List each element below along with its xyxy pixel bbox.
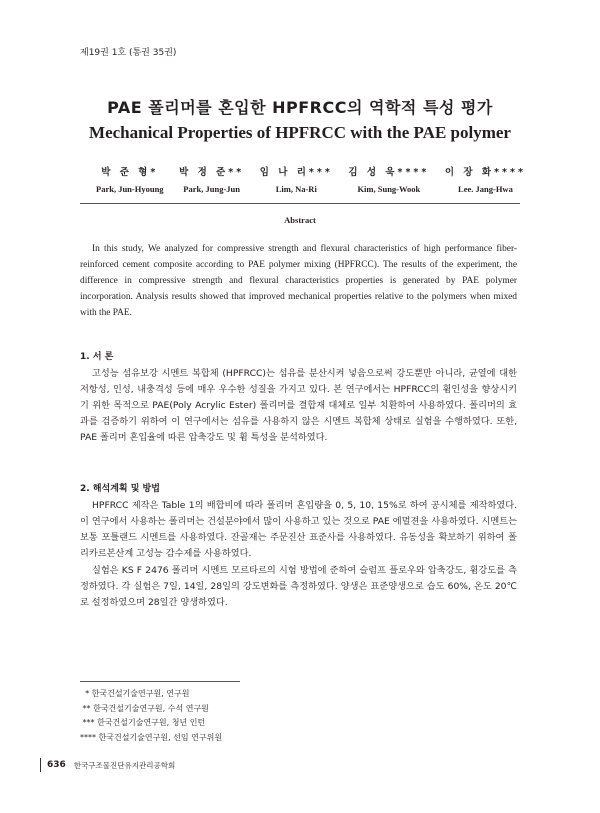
footnote: * 한국건설기술연구원, 연구원 <box>80 689 190 698</box>
author <box>260 164 333 194</box>
abstract-text: In this study, We analyzed for compressive strength and flexural characteristics of high performance fiber-reinforced cement composite according to PAE polymer mixing (HPFRCC). The results of the experiment, the difference in compressive strength and flexural characteristics properties is generated by PAE polymer incorporation. Analysis results showed that improved mechanical properties relative to the polymers when mixed with the PAE. <box>80 244 517 318</box>
author <box>179 164 244 194</box>
title-english: Mechanical Properties of HPFRCC with the PAE polymer <box>89 123 511 142</box>
title-korean: PAE 폴리머를 혼입한 HPFRCC의 역학적 특성 평가 <box>107 98 493 117</box>
author-name-ko: 이 장 화**** <box>444 167 526 178</box>
footer-bar <box>40 758 41 772</box>
page-footer <box>40 758 175 772</box>
author <box>96 164 164 194</box>
author-name-en: Park, Jung-Jun <box>183 184 240 194</box>
author-name-en: Park, Jun-Hyoung <box>96 184 164 194</box>
society-name: 한국구조물진단유지관리공학회 <box>73 760 176 770</box>
author <box>445 164 526 194</box>
title-divider <box>80 203 520 204</box>
section-paragraph: HPFRCC 제작은 Table 1의 배합비에 따라 폴리머 혼입량을 0, 5, 10, 15%로 하여 공시체를 제작하였다. 이 연구에서 사용하는 폴리머는 건설분야에서 많이 사용하고 있는 것으로 PAE 에멀젼을 사용하였다. 시멘트는 보통 포틀랜드 시멘트를 사용하였다. 잔골재는 주문진산 표준사를 사용하였다. 유동성을 확보하기 위하여 폴리카르본산계 고성능 감수제를 사용하였다. <box>80 500 517 559</box>
journal-volume: 제19권 1호 (통권 35권) <box>80 48 177 58</box>
abstract-heading: Abstract <box>284 215 316 225</box>
author-name-ko: 김 성 욱**** <box>348 167 430 178</box>
author-list <box>96 164 526 194</box>
author-name-en: Lee. Jang-Hwa <box>458 184 513 194</box>
section-heading-methods: 2. 해석계획 및 방법 <box>80 484 160 494</box>
author-name-ko: 박 정 준** <box>179 167 245 178</box>
footnote-divider <box>80 681 240 682</box>
section-paragraph: 실험은 KS F 2476 폴리머 시멘트 모르타르의 시험 방법에 준하여 슬럼프 플로우와 압축강도, 휨강도를 측정하였다. 각 실험은 7일, 14일, 28일의 강도변화를 측정하였다. 양생은 표준양생으로 습도 60%, 온도 20℃로 설정하였으며 28일간 양생하였다. <box>80 565 517 608</box>
author-name-ko: 박 준 형* <box>101 167 159 178</box>
section-paragraph: 고성능 섬유보강 시멘트 복합체 (HPFRCC)는 섬유를 분산시켜 넣음으로써 강도뿐만 아니라, 균열에 대한 저항성, 인성, 내충격성 등에 매우 우수한 성질을 가지고 있다. 본 연구에서는 HPFRCC의 휨인성을 향상시키기 위한 목적으로 PAE(Poly Acrylic Ester) 폴리머를 결합재 대체로 일부 치환하여 사용하였다. 폴리머의 효과를 검증하기 위하여 이 연구에서는 섬유를 사용하지 않은 시멘트 복합체 상태로 실험을 수행하였다. 또한, PAE 폴리머 혼입율에 따른 압축강도 및 휨 특성을 분석하였다. <box>80 368 517 443</box>
page-number: 636 <box>47 760 66 770</box>
author-name-ko: 임 나 리*** <box>259 167 333 178</box>
footnote: **** 한국건설기술연구원, 선임 연구위원 <box>80 732 223 742</box>
author-name-en: Lim, Na-Ri <box>275 184 317 194</box>
section-heading-introduction: 1. 서 론 <box>80 352 114 362</box>
footnote: *** 한국건설기술연구원, 청년 인턴 <box>80 718 206 727</box>
author-name-en: Kim, Sung-Wook <box>357 184 421 194</box>
author <box>348 164 429 194</box>
footnotes <box>80 687 222 745</box>
footnote: ** 한국건설기술연구원, 수석 연구원 <box>80 703 209 713</box>
